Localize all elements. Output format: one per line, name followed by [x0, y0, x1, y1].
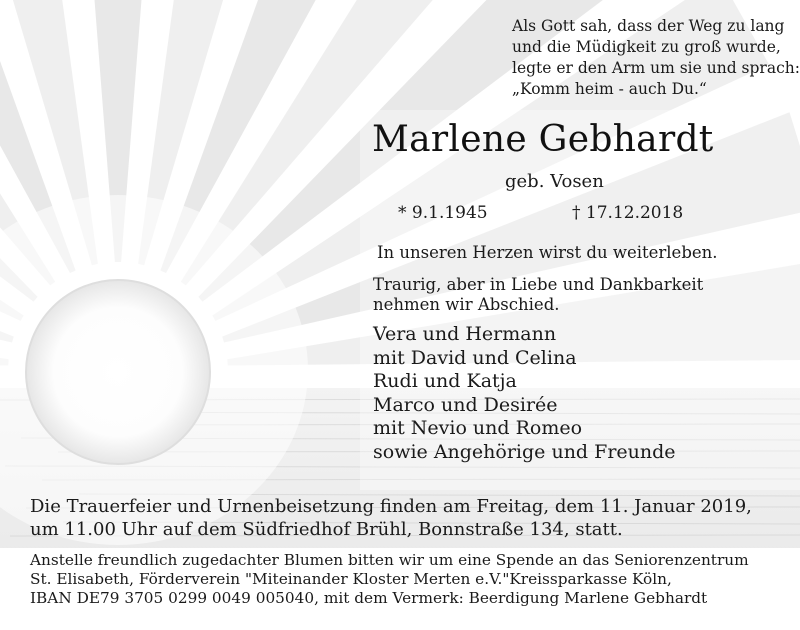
mourner-line: Rudi und Katja — [373, 370, 517, 392]
mourner-line: mit David und Celina — [373, 346, 577, 369]
heart-line: In unseren Herzen wirst du weiterleben. — [377, 243, 718, 262]
mourner-line: Vera und Hermann — [373, 323, 557, 345]
birth-name: geb. Vosen — [505, 171, 604, 192]
deceased-name: Marlene Gebhardt — [372, 119, 714, 160]
mourner-line: Marco und Desirée — [373, 393, 558, 416]
donation-line: St. Elisabeth, Förderverein "Miteinander Kloster Merten e.V."Kreissparkasse Köln, — [30, 570, 672, 588]
mourners-list — [373, 323, 676, 464]
donation-line: IBAN DE79 3705 0299 0049 005040, mit dem Vermerk: Beerdigung Marlene Gebhardt — [30, 589, 708, 607]
mourner-line: sowie Angehörige und Freunde — [373, 440, 676, 463]
death-date: † 17.12.2018 — [572, 203, 684, 223]
donation-info — [30, 551, 749, 608]
mourner-line: mit Nevio und Romeo — [373, 417, 583, 439]
poem-line: „Komm heim - auch Du.“ — [512, 80, 707, 98]
farewell-line: nehmen wir Abschied. — [373, 295, 560, 314]
farewell-text — [373, 275, 703, 315]
farewell-line: Traurig, aber in Liebe und Dankbarkeit — [373, 275, 704, 294]
poem-line: legte er den Arm um sie und sprach: — [512, 59, 800, 77]
poem-block — [512, 16, 800, 100]
sun — [26, 280, 210, 464]
service-info — [30, 495, 752, 541]
donation-line: Anstelle freundlich zugedachter Blumen bitten wir um eine Spende an das Seniorenzentrum — [30, 551, 749, 569]
service-line: Die Trauerfeier und Urnenbeisetzung finden am Freitag, dem 11. Januar 2019, — [30, 496, 752, 517]
birth-date: * 9.1.1945 — [398, 203, 488, 223]
service-line: um 11.00 Uhr auf dem Südfriedhof Brühl, Bonnstraße 134, statt. — [30, 519, 623, 540]
poem-line: Als Gott sah, dass der Weg zu lang — [512, 17, 785, 35]
poem-line: und die Müdigkeit zu groß wurde, — [512, 38, 781, 56]
